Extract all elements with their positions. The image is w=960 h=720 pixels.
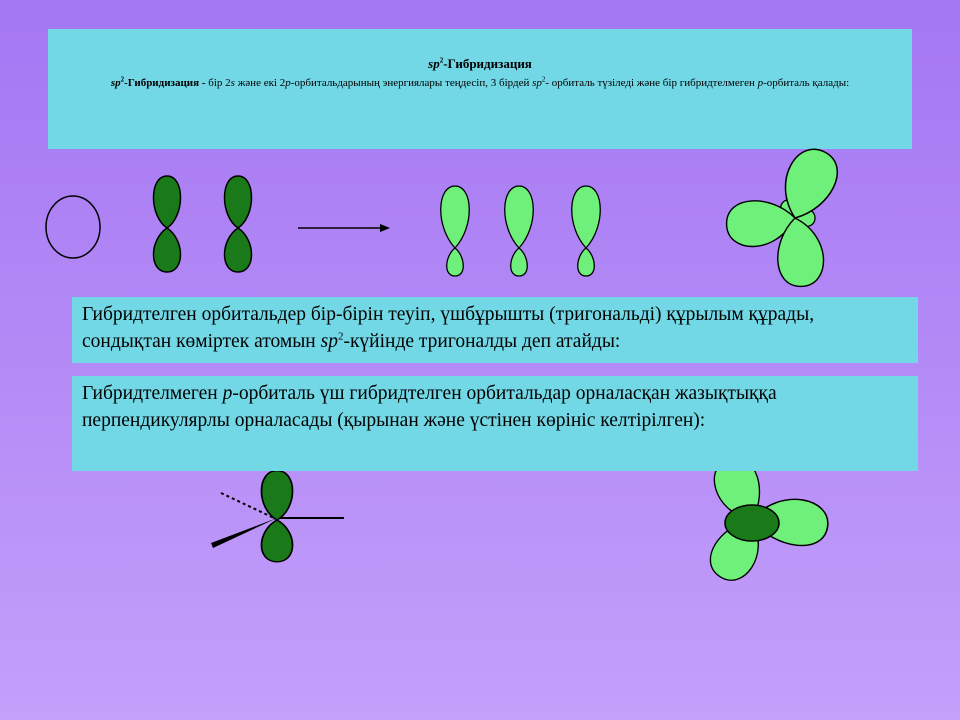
panel1-sup: 2 xyxy=(337,330,344,343)
top-view xyxy=(701,453,831,588)
trigonal-orbitals xyxy=(727,141,847,287)
panel1-text-b: -күйінде тригоналды деп атайды: xyxy=(343,331,621,352)
title-sp: sp xyxy=(428,56,440,71)
side-view xyxy=(211,471,344,562)
arrow-icon xyxy=(298,224,390,232)
hybrid-orbital-1 xyxy=(441,186,470,276)
desc-sp: sp xyxy=(532,77,542,89)
desc-sup: 2 xyxy=(541,75,546,84)
desc-bold-sup: 2 xyxy=(120,75,125,84)
panel2-p: p xyxy=(222,383,233,404)
p-orbital-2 xyxy=(225,176,252,272)
desc-s: s xyxy=(230,77,235,89)
p-orbital-1 xyxy=(154,176,181,272)
panel1-sp: sp xyxy=(320,331,338,352)
title-sup: 2 xyxy=(439,56,444,65)
panel2-text-a: Гибридтелмеген xyxy=(82,383,223,404)
desc-bold-rest: -Гибридизация - xyxy=(124,77,206,89)
desc-bold-sp: sp xyxy=(110,77,121,89)
desc-a: бір 2 xyxy=(205,77,231,89)
panel2-text-b: -орбиталь үш гибридтелген орбитальдар орналасқан жазықтыққа перпендикулярлы орналасады (қырынан және үстінен көрініс келтірілген): xyxy=(82,383,777,431)
desc-b: және екі 2 xyxy=(234,77,286,89)
title-rest: -Гибридизация xyxy=(443,56,532,71)
desc-p: p xyxy=(285,77,291,89)
panel1-text-a: Гибридтелген орбитальдер бір-бірін теуіп, үшбұрышты (тригональді) құрылым құрады, сондықтан көміртек атомын xyxy=(82,304,815,352)
desc-p2: p xyxy=(757,77,764,89)
hybrid-orbital-2 xyxy=(505,186,534,276)
desc-c: -орбитальдарының энергиялары теңдесіп, 3 бірдей xyxy=(290,77,533,89)
text-panel-2 xyxy=(72,376,918,471)
text-panel-1 xyxy=(72,297,918,363)
hybrid-orbital-3 xyxy=(572,186,601,276)
desc-e: -орбиталь қалады: xyxy=(763,77,850,89)
s-orbital xyxy=(46,196,100,258)
desc-d: - орбиталь түзіледі және бір гибридтелмеген xyxy=(545,77,758,89)
